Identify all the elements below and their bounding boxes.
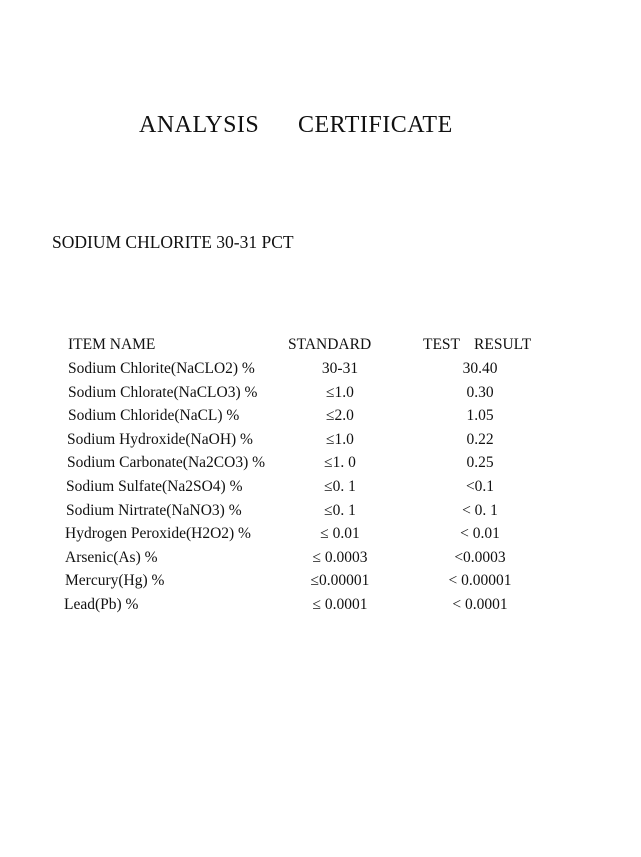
table-row	[0, 572, 641, 596]
table-row	[0, 502, 641, 526]
row-test-result: 30.40	[462, 360, 498, 377]
row-test-result: 0.30	[466, 383, 494, 401]
row-standard: ≤ 0.01	[320, 525, 360, 543]
table-row	[0, 478, 641, 502]
row-test-result: < 0.00001	[448, 572, 512, 590]
table-row	[0, 596, 641, 620]
row-test-result: < 0. 1	[462, 501, 498, 519]
header-result-word: RESULT	[474, 336, 532, 353]
row-test-result: <0.0003	[454, 548, 506, 566]
table-row	[0, 525, 641, 549]
row-standard: ≤2.0	[326, 407, 354, 425]
row-standard: ≤ 0.0003	[312, 548, 368, 566]
row-item-name: Sodium Hydroxide(NaOH) %	[67, 430, 253, 448]
row-item-name: Lead(Pb) %	[64, 595, 139, 613]
row-standard: ≤0. 1	[324, 477, 356, 495]
row-standard: 30-31	[321, 360, 359, 377]
title-word-analysis: ANALYSIS	[139, 112, 260, 138]
row-test-result: 1.05	[466, 407, 494, 425]
table-row	[0, 454, 641, 478]
row-item-name: Arsenic(As) %	[65, 548, 158, 566]
row-standard: ≤0.00001	[310, 572, 370, 590]
row-item-name: Sodium Chlorate(NaCLO3) %	[68, 383, 258, 401]
header-item-name: ITEM NAME	[68, 336, 156, 353]
row-item-name: Sodium Chlorite(NaCLO2) %	[68, 360, 255, 377]
row-item-name: Sodium Carbonate(Na2CO3) %	[67, 454, 266, 472]
table-header	[0, 336, 641, 360]
row-item-name: Mercury(Hg) %	[65, 572, 165, 590]
header-test-result	[423, 336, 531, 354]
title-word-certificate: CERTIFICATE	[298, 112, 453, 138]
row-item-name: Hydrogen Peroxide(H2O2) %	[65, 525, 251, 543]
analysis-table	[0, 336, 641, 620]
row-test-result: <0.1	[465, 477, 495, 495]
row-standard: ≤ 0.0001	[312, 595, 368, 613]
table-row	[0, 431, 641, 455]
row-item-name: Sodium Sulfate(Na2SO4) %	[66, 477, 243, 495]
row-item-name: Sodium Chloride(NaCL) %	[68, 407, 240, 425]
row-test-result: 0.22	[466, 430, 494, 448]
table-row	[0, 384, 641, 408]
table-row	[0, 549, 641, 573]
product-name: SODIUM CHLORITE 30-31 PCT	[52, 232, 294, 252]
row-standard: ≤1.0	[326, 383, 354, 401]
table-row	[0, 360, 641, 384]
row-item-name: Sodium Nirtrate(NaNO3) %	[66, 501, 242, 519]
row-test-result: 0.25	[466, 454, 494, 472]
row-standard: ≤0. 1	[324, 501, 356, 519]
header-test-word: TEST	[423, 336, 461, 353]
header-standard: STANDARD	[288, 336, 372, 353]
row-standard: ≤1. 0	[324, 454, 356, 472]
row-test-result: < 0.0001	[452, 595, 508, 613]
row-test-result: < 0.01	[460, 525, 500, 543]
row-standard: ≤1.0	[326, 430, 354, 448]
table-row	[0, 407, 641, 431]
